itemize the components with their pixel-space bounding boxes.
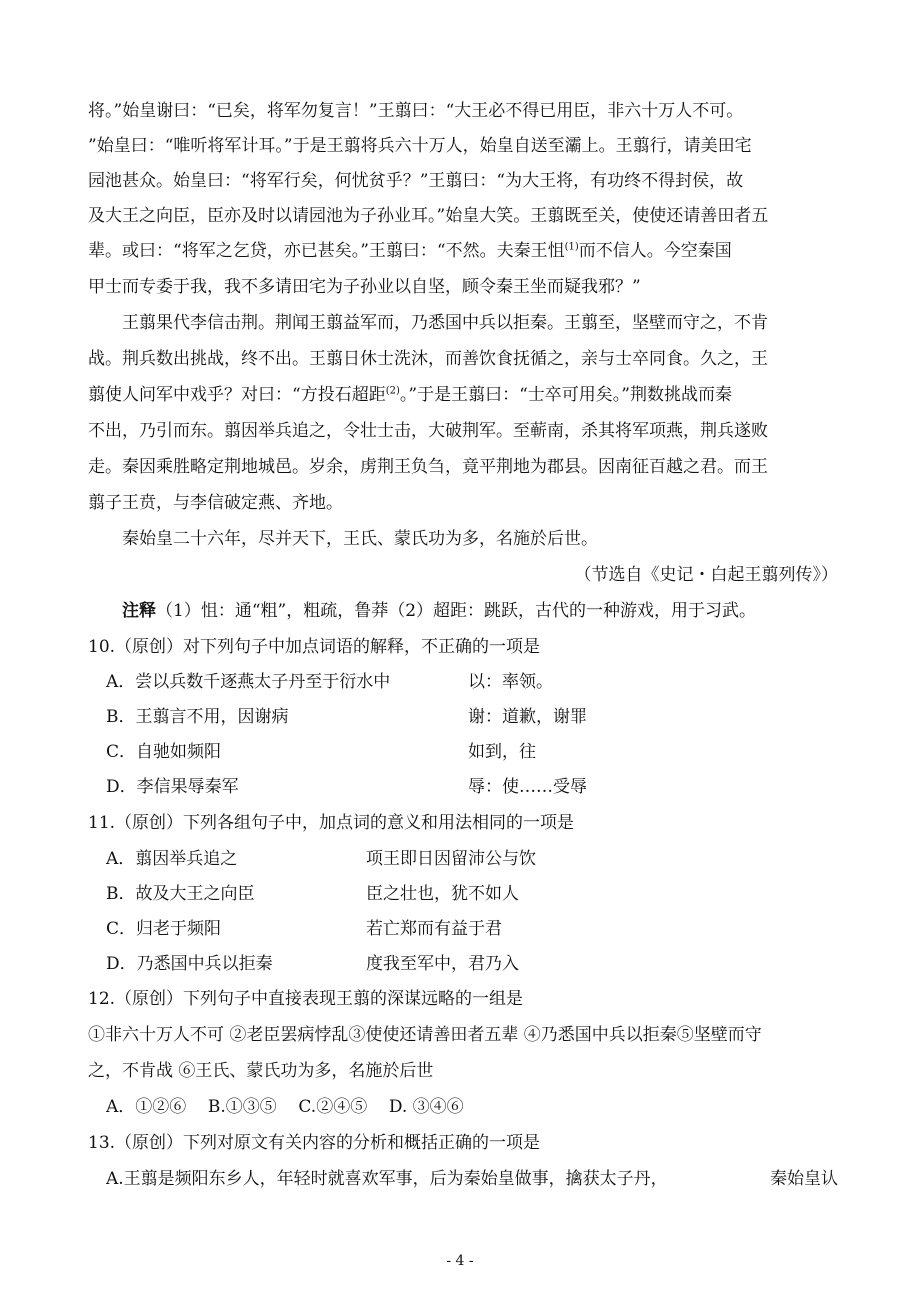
option-compare: 项王即日因留沛公与饮 xyxy=(366,849,536,869)
question-12-stem: 12.（原创）下列句子中直接表现王翦的深谋远略的一组是 xyxy=(88,989,524,1009)
passage-line: 不出，乃引而东。翦因举兵追之，令壮士击，大破荆军。至蕲南，杀其将军项燕，荆兵遂败 xyxy=(88,421,768,441)
passage-line: 甲士而专委于我，我不多请田宅为子孙业以自坚，顾令秦王坐而疑我邪？” xyxy=(88,277,641,297)
passage-line: 将。”始皇谢曰：“已矣，将军勿复言！”王翦曰：“大王必不得已用臣，非六十万人不可。 xyxy=(88,101,744,121)
passage-line: 战。荆兵数出挑战，终不出。王翦日休士洗沐，而善饮食抚循之，亲与士卒同食。久之，王 xyxy=(88,349,768,369)
question-12-answers: A．①②⑥ B.①③⑤ C.②④⑤ D. ③④⑥ xyxy=(106,1097,464,1117)
page-number: - 4 - xyxy=(446,1253,474,1269)
passage-line xyxy=(88,240,838,262)
text-segment: 。”于是王翦曰：“士卒可用矣。”荆数挑战而秦 xyxy=(399,385,732,405)
footnote-marker: (1) xyxy=(564,241,579,253)
question-10-option-c xyxy=(106,741,838,763)
question-10-stem: 10.（原创）对下列句子中加点词语的解释，不正确的一项是 xyxy=(88,637,541,657)
annotation-notes xyxy=(122,600,838,622)
option-text: A．翦因举兵追之 xyxy=(106,849,238,869)
question-11-option-a xyxy=(106,848,838,870)
option-text-tail: 秦始皇认 xyxy=(770,1169,838,1189)
option-text: A.王翦是频阳东乡人，年轻时就喜欢军事，后为秦始皇做事，擒获太子丹， xyxy=(106,1169,668,1189)
note-text: （1）怚：通“粗”，粗疏，鲁莽（2）超距：跳跃，古代的一种游戏，用于习武。 xyxy=(156,601,757,621)
text-segment: 辈。或曰：“将军之乞贷，亦已甚矣。”王翦曰：“不然。夫秦王怚 xyxy=(88,241,565,261)
option-compare: 若亡郑而有益于君 xyxy=(366,919,502,939)
passage-line: 翦子王贲，与李信破定燕、齐地。 xyxy=(88,493,343,513)
option-gloss: 如到，往 xyxy=(468,742,536,762)
passage-line: 走。秦因乘胜略定荆地城邑。岁余，虏荆王负刍，竟平荆地为郡县。因南征百越之君。而王 xyxy=(88,457,768,477)
question-13-option-a xyxy=(106,1168,838,1190)
option-text: C．归老于频阳 xyxy=(106,919,222,939)
question-11-option-c xyxy=(106,918,838,940)
question-10-option-b xyxy=(106,706,838,728)
question-10-option-a xyxy=(106,671,838,693)
question-12-items: ①非六十万人不可 ②老臣罢病悖乱③使使还请善田者五辈 ④乃悉国中兵以拒秦⑤坚壁而守 xyxy=(88,1025,762,1045)
question-11-option-d xyxy=(106,953,838,975)
question-11-option-b xyxy=(106,883,838,905)
passage-line: 王翦果代李信击荆。荆闻王翦益军而，乃悉国中兵以拒秦。王翦至，坚壁而守之，不肯 xyxy=(122,313,768,333)
option-text: C．自驰如频阳 xyxy=(106,742,222,762)
question-12-items: 之，不肯战 ⑥王氏、蒙氏功为多，名施於后世 xyxy=(88,1061,434,1081)
question-13-stem: 13.（原创）下列对原文有关内容的分析和概括正确的一项是 xyxy=(88,1133,541,1153)
footnote-marker: (2) xyxy=(385,385,400,397)
option-compare: 臣之壮也，犹不如人 xyxy=(366,884,519,904)
option-gloss: 辱：使……受辱 xyxy=(468,777,587,797)
option-text: D．李信果辱秦军 xyxy=(106,777,239,797)
option-gloss: 谢：道歉，谢罪 xyxy=(468,707,587,727)
passage-line: 园池甚众。始皇曰：“将军行矣，何忧贫乎？”王翦曰：“为大王将，有功终不得封侯，故 xyxy=(88,171,744,191)
text-segment: 而不信人。今空秦国 xyxy=(578,241,732,261)
option-text: D．乃悉国中兵以拒秦 xyxy=(106,954,273,974)
note-label: 注释 xyxy=(122,601,156,621)
passage-line: ”始皇曰：“唯听将军计耳。”于是王翦将兵六十万人，始皇自送至灞上。王翦行，请美田宅 xyxy=(88,136,752,156)
text-segment: 翦使人问军中戏乎？对曰：“方投石超距 xyxy=(88,385,386,405)
question-11-stem: 11.（原创）下列各组句子中，加点词的意义和用法相同的一项是 xyxy=(88,813,575,833)
option-text: B．王翦言不用，因谢病 xyxy=(106,707,289,727)
option-compare: 度我至军中，君乃入 xyxy=(366,954,519,974)
passage-line: 秦始皇二十六年，尽并天下，王氏、蒙氏功为多，名施於后世。 xyxy=(122,529,598,549)
question-10-option-d xyxy=(106,776,838,798)
passage-line xyxy=(88,384,838,406)
source-citation: （节选自《史记・白起王翦列传》） xyxy=(574,565,838,585)
option-gloss: 以：率领。 xyxy=(468,672,553,692)
passage-line: 及大王之向臣，臣亦及时以请园池为子孙业耳。”始皇大笑。王翦既至关，使使还请善田者五 xyxy=(88,206,769,226)
option-text: B．故及大王之向臣 xyxy=(106,884,255,904)
option-text: A．尝以兵数千逐燕太子丹至于衍水中 xyxy=(106,672,391,692)
